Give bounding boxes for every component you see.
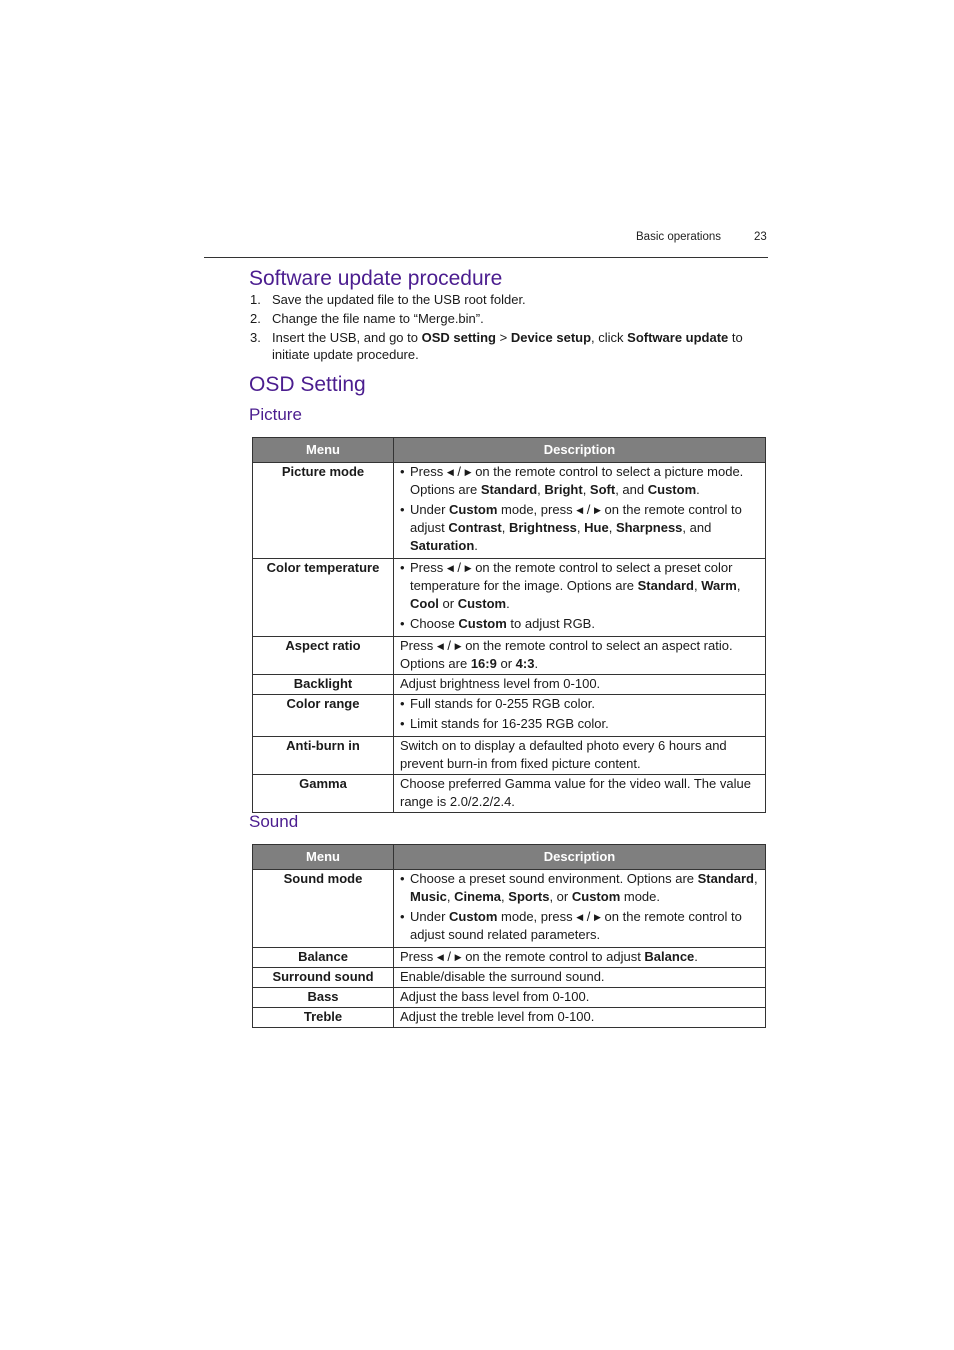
description-cell (394, 463, 766, 559)
software-update-steps (250, 291, 768, 365)
step-text: Change the file name to “Merge.bin”. (272, 311, 484, 326)
sound-table (252, 844, 766, 1028)
right-arrow-icon: ▶ (454, 641, 462, 651)
menu-cell: Surround sound (253, 968, 394, 988)
description-cell: Press ◀ / ▶ on the remote control to adjust Balance. (394, 948, 766, 968)
step-number: 3. (250, 330, 261, 345)
right-arrow-icon: ▶ (464, 467, 472, 477)
bullet-item: • Under Custom mode, press ◀ / ▶ on the remote control to adjust sound related parameters. (400, 909, 742, 942)
description-cell: Enable/disable the surround sound. (394, 968, 766, 988)
menu-cell: Aspect ratio (253, 637, 394, 675)
bullet-item: • Full stands for 0-255 RGB color. (400, 696, 595, 711)
menu-cell: Sound mode (253, 870, 394, 948)
page-number: 23 (754, 231, 767, 243)
menu-cell: Gamma (253, 775, 394, 813)
step-number: 2. (250, 311, 261, 326)
header-divider (204, 257, 768, 258)
table-row (253, 695, 766, 737)
left-arrow-icon: ◀ (436, 641, 444, 651)
description-cell: Adjust the bass level from 0-100. (394, 988, 766, 1008)
bullet-item: • Press ◀ / ▶ on the remote control to select a picture mode. Options are Standard, Bright, Soft, and Custom. (400, 464, 744, 497)
left-arrow-icon: ◀ (436, 952, 444, 962)
picture-heading: Picture (249, 405, 302, 424)
table-row (253, 775, 766, 813)
table-row (253, 1008, 766, 1028)
left-arrow-icon: ◀ (446, 467, 454, 477)
menu-cell: Anti-burn in (253, 737, 394, 775)
table-row (253, 637, 766, 675)
running-header-section: Basic operations (636, 231, 722, 243)
description-cell: Switch on to display a defaulted photo every 6 hours and prevent burn-in from fixed picture content. (394, 737, 766, 775)
description-cell: Adjust the treble level from 0-100. (394, 1008, 766, 1028)
description-cell: Choose preferred Gamma value for the video wall. The value range is 2.0/2.2/2.4. (394, 775, 766, 813)
table-row (253, 968, 766, 988)
description-cell (394, 559, 766, 637)
description-cell: Adjust brightness level from 0-100. (394, 675, 766, 695)
right-arrow-icon: ▶ (454, 952, 462, 962)
table-row (253, 675, 766, 695)
table-header-row (253, 845, 766, 870)
bullet-item: • Choose a preset sound environment. Options are Standard, Music, Cinema, Sports, or Custom mode. (400, 871, 758, 904)
bullet-item: • Press ◀ / ▶ on the remote control to select a preset color temperature for the image. Options are Standard, Warm, Cool or Custom. (400, 560, 741, 611)
table-row (253, 559, 766, 637)
table-row (253, 463, 766, 559)
left-arrow-icon: ◀ (446, 563, 454, 573)
left-arrow-icon: ◀ (576, 912, 584, 922)
menu-cell: Treble (253, 1008, 394, 1028)
left-arrow-icon: ◀ (576, 505, 584, 515)
osd-setting-heading: OSD Setting (249, 373, 366, 396)
right-arrow-icon: ▶ (594, 505, 601, 515)
description-cell: Press ◀ / ▶ on the remote control to select an aspect ratio. Options are 16:9 or 4:3. (394, 637, 766, 675)
description-column-header: Description (394, 845, 766, 870)
menu-cell: Bass (253, 988, 394, 1008)
table-row (253, 988, 766, 1008)
step-number: 1. (250, 292, 261, 307)
step-item (250, 329, 768, 363)
menu-cell: Balance (253, 948, 394, 968)
description-cell (394, 870, 766, 948)
menu-cell: Color temperature (253, 559, 394, 637)
menu-cell: Color range (253, 695, 394, 737)
bullet-item: • Under Custom mode, press ◀ / ▶ on the remote control to adjust Contrast, Brightness, Hue, Sharpness, and Saturation. (400, 502, 742, 553)
step-text: Insert the USB, and go to OSD setting > Device setup, click Software update to initiate update procedure. (272, 330, 743, 362)
menu-column-header: Menu (253, 438, 394, 463)
menu-column-header: Menu (253, 845, 394, 870)
table-row (253, 737, 766, 775)
sound-heading: Sound (249, 812, 299, 831)
table-header-row (253, 438, 766, 463)
bullet-item: • Choose Custom to adjust RGB. (400, 616, 595, 631)
right-arrow-icon: ▶ (594, 912, 601, 922)
table-row (253, 948, 766, 968)
bullet-item: • Limit stands for 16-235 RGB color. (400, 716, 609, 731)
step-item (250, 291, 768, 308)
description-cell (394, 695, 766, 737)
description-column-header: Description (394, 438, 766, 463)
menu-cell: Backlight (253, 675, 394, 695)
table-row (253, 870, 766, 948)
step-item (250, 310, 768, 327)
menu-cell: Picture mode (253, 463, 394, 559)
step-text: Save the updated file to the USB root folder. (272, 292, 526, 307)
picture-table (252, 437, 766, 813)
right-arrow-icon: ▶ (464, 563, 472, 573)
software-update-heading: Software update procedure (249, 267, 503, 290)
